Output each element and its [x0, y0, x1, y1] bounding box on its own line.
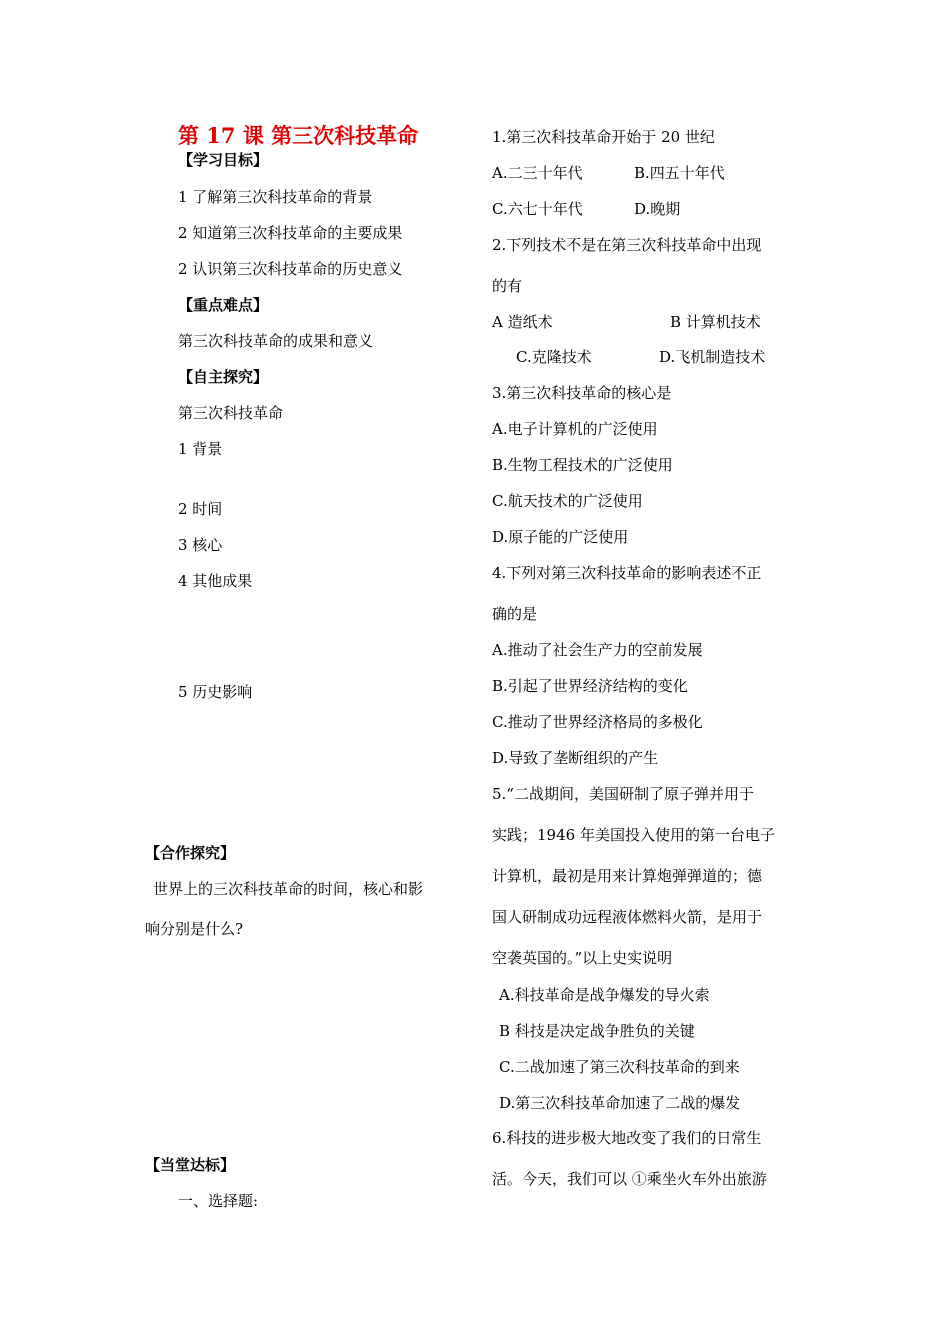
- option: B 计算机技术: [670, 313, 761, 331]
- objective-item: 1 了解第三次科技革命的背景: [178, 188, 373, 206]
- option: A.电子计算机的广泛使用: [492, 420, 658, 438]
- question-stem: 6.科技的进步极大地改变了我们的日常生: [492, 1129, 762, 1147]
- question-stem: 活。今天，我们可以 ①乘坐火车外出旅游: [492, 1170, 767, 1188]
- class-subheading: 一、选择题:: [178, 1192, 259, 1210]
- objectives-heading: 【学习目标】: [178, 151, 269, 169]
- option: B.四五十年代: [634, 164, 725, 182]
- question-stem: 确的是: [492, 605, 538, 623]
- option: C.二战加速了第三次科技革命的到来: [499, 1058, 740, 1076]
- explore-item: 5 历史影响: [178, 683, 253, 701]
- explore-title: 第三次科技革命: [178, 404, 284, 422]
- option: B.引起了世界经济结构的变化: [492, 677, 688, 695]
- question-stem: 1.第三次科技革命开始于 20 世纪: [492, 128, 715, 146]
- question-stem: 的有: [492, 277, 523, 295]
- option: C.六七十年代: [492, 200, 583, 218]
- objective-item: 2 认识第三次科技革命的历史意义: [178, 260, 403, 278]
- option: A.推动了社会生产力的空前发展: [492, 641, 703, 659]
- option: A.二三十年代: [492, 164, 583, 182]
- page-title: 第 17 课 第三次科技革命: [178, 123, 419, 148]
- key-text: 第三次科技革命的成果和意义: [178, 332, 374, 350]
- option: A 造纸术: [492, 313, 553, 331]
- explore-item: 4 其他成果: [178, 572, 253, 590]
- option: B.生物工程技术的广泛使用: [492, 456, 673, 474]
- option: D.原子能的广泛使用: [492, 528, 629, 546]
- objective-item: 2 知道第三次科技革命的主要成果: [178, 224, 403, 242]
- explore-item: 3 核心: [178, 536, 223, 554]
- coop-heading: 【合作探究】: [145, 844, 236, 862]
- explore-item: 2 时间: [178, 500, 223, 518]
- option: D.导致了垄断组织的产生: [492, 749, 659, 767]
- question-stem: 5.“二战期间，美国研制了原子弹并用于: [492, 785, 754, 803]
- option: D.飞机制造技术: [659, 348, 766, 366]
- question-stem: 4.下列对第三次科技革命的影响表述不正: [492, 564, 762, 582]
- question-stem: 国人研制成功远程液体燃料火箭，是用于: [492, 908, 763, 926]
- option: C.推动了世界经济格局的多极化: [492, 713, 703, 731]
- question-stem: 空袭英国的。”以上史实说明: [492, 949, 673, 967]
- option: D.晚期: [634, 200, 681, 218]
- option: B 科技是决定战争胜负的关键: [499, 1022, 695, 1040]
- question-stem: 实践；1946 年美国投入使用的第一台电子: [492, 826, 775, 844]
- option: C.克隆技术: [516, 348, 592, 366]
- coop-text: 响分别是什么?: [145, 920, 244, 938]
- coop-text: 世界上的三次科技革命的时间，核心和影: [153, 880, 424, 898]
- question-stem: 计算机，最初是用来计算炮弹弹道的；德: [492, 867, 763, 885]
- question-stem: 3.第三次科技革命的核心是: [492, 384, 672, 402]
- key-heading: 【重点难点】: [178, 296, 269, 314]
- explore-heading: 【自主探究】: [178, 368, 269, 386]
- option: A.科技革命是战争爆发的导火索: [499, 986, 710, 1004]
- option: D.第三次科技革命加速了二战的爆发: [499, 1094, 741, 1112]
- explore-item: 1 背景: [178, 440, 223, 458]
- class-heading: 【当堂达标】: [145, 1156, 236, 1174]
- option: C.航天技术的广泛使用: [492, 492, 643, 510]
- question-stem: 2.下列技术不是在第三次科技革命中出现: [492, 236, 762, 254]
